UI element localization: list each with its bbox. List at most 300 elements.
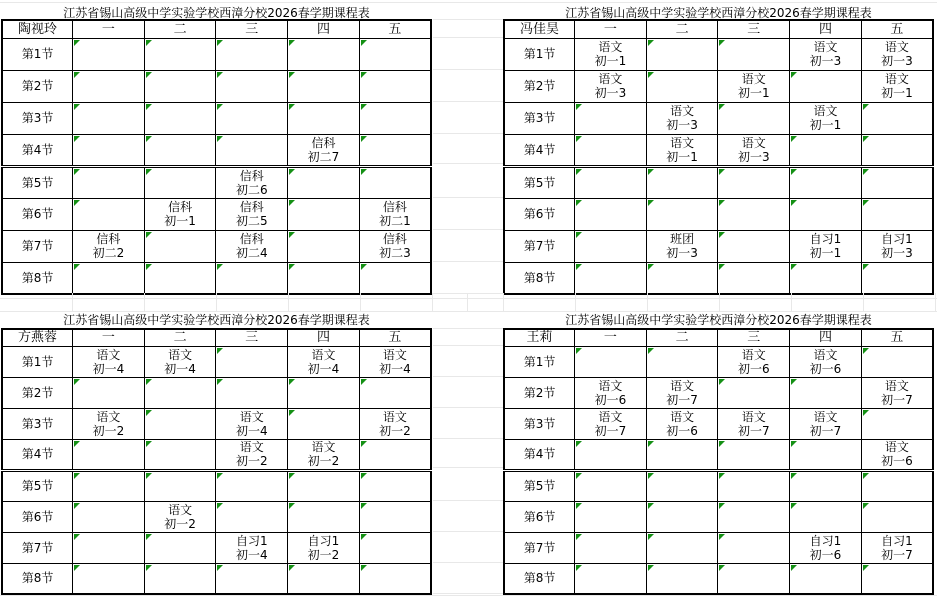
- period-label[interactable]: 第3节: [2, 408, 73, 439]
- error-indicator-icon: [576, 136, 582, 142]
- day-header-5[interactable]: 五: [861, 20, 933, 38]
- cell-subject: 语文: [598, 40, 623, 54]
- day-header-4[interactable]: 四: [288, 20, 360, 38]
- schedule-cell[interactable]: [575, 377, 647, 408]
- schedule-cell[interactable]: [216, 70, 288, 102]
- cell-class: 初一7: [594, 423, 627, 438]
- schedule-cell[interactable]: [718, 70, 790, 102]
- cell-class: 初一2: [92, 423, 125, 438]
- cell-subject: 语文: [96, 347, 121, 362]
- schedule-cell[interactable]: [718, 377, 790, 408]
- teacher-name-cell[interactable]: 王莉: [504, 329, 575, 346]
- period-label[interactable]: 第4节: [2, 439, 73, 470]
- period-label[interactable]: 第5节: [2, 166, 73, 198]
- schedule-cell[interactable]: [861, 563, 933, 594]
- error-indicator-icon: [791, 441, 797, 447]
- schedule-cell[interactable]: [144, 439, 216, 470]
- period-label[interactable]: 第7节: [504, 532, 575, 563]
- cell-subject: 语文: [382, 347, 407, 362]
- period-label[interactable]: 第7节: [504, 230, 575, 262]
- schedule-cell[interactable]: [73, 563, 145, 594]
- error-indicator-icon: [289, 200, 295, 206]
- schedule-cell[interactable]: [646, 470, 718, 501]
- schedule-cell[interactable]: [216, 134, 288, 166]
- schedule-cell[interactable]: [288, 377, 360, 408]
- schedule-cell[interactable]: [790, 102, 862, 134]
- error-indicator-icon: [791, 200, 797, 206]
- error-indicator-icon: [289, 264, 295, 270]
- schedule-cell[interactable]: [359, 470, 431, 501]
- schedule-cell[interactable]: [73, 38, 145, 70]
- cell-subject: 语文: [670, 409, 695, 424]
- schedule-cell[interactable]: [790, 134, 862, 166]
- schedule-cell[interactable]: [646, 563, 718, 594]
- cell-class: 初二2: [92, 246, 125, 260]
- schedule-cell[interactable]: [359, 70, 431, 102]
- day-header-2[interactable]: 二: [144, 329, 216, 346]
- schedule-cell[interactable]: [73, 377, 145, 408]
- day-header-3[interactable]: 三: [718, 20, 790, 38]
- schedule-cell[interactable]: [575, 230, 647, 262]
- error-indicator-icon: [791, 264, 797, 270]
- schedule-cell[interactable]: [359, 377, 431, 408]
- schedule-cell[interactable]: [718, 166, 790, 198]
- schedule-cell[interactable]: [144, 198, 216, 230]
- cell-class: 初一1: [666, 149, 698, 164]
- schedule-cell[interactable]: [216, 377, 288, 408]
- schedule-cell[interactable]: [73, 70, 145, 102]
- schedule-cell[interactable]: [359, 262, 431, 294]
- cell-class: 初一3: [809, 54, 842, 68]
- error-indicator-icon: [791, 473, 797, 479]
- period-label[interactable]: 第1节: [504, 38, 575, 70]
- period-label[interactable]: 第8节: [2, 563, 73, 594]
- schedule-cell[interactable]: [73, 346, 145, 377]
- gridline: [433, 407, 503, 408]
- schedule-cell[interactable]: [575, 408, 647, 439]
- cell-class: 初一4: [379, 361, 411, 376]
- cell-class: 初一3: [594, 86, 627, 100]
- gridline: [719, 293, 720, 311]
- error-indicator-icon: [289, 410, 295, 416]
- schedule-cell[interactable]: [288, 470, 360, 501]
- schedule-cell[interactable]: [216, 102, 288, 134]
- error-indicator-icon: [74, 264, 80, 270]
- period-label[interactable]: 第1节: [504, 346, 575, 377]
- schedule-cell[interactable]: [575, 70, 647, 102]
- schedule-cell[interactable]: [790, 230, 862, 262]
- day-header-3[interactable]: 三: [718, 329, 790, 346]
- schedule-cell[interactable]: [73, 198, 145, 230]
- schedule-cell[interactable]: [216, 346, 288, 377]
- gridline: [467, 293, 468, 311]
- schedule-cell[interactable]: [359, 532, 431, 563]
- schedule-cell[interactable]: [73, 166, 145, 198]
- schedule-cell[interactable]: [144, 166, 216, 198]
- error-indicator-icon: [361, 169, 367, 175]
- cell-class: 初一4: [235, 423, 268, 438]
- period-label[interactable]: 第4节: [504, 439, 575, 470]
- schedule-cell[interactable]: [861, 230, 933, 262]
- day-header-1[interactable]: 一: [73, 20, 145, 38]
- schedule-cell[interactable]: [288, 563, 360, 594]
- schedule-cell[interactable]: [861, 262, 933, 294]
- schedule-cell[interactable]: [144, 563, 216, 594]
- schedule-cell[interactable]: [288, 134, 360, 166]
- schedule-cell[interactable]: [646, 38, 718, 70]
- teacher-name-cell[interactable]: 方燕蓉: [2, 329, 73, 346]
- cell-subject: 语文: [670, 135, 695, 150]
- teacher-name-cell[interactable]: 陶视玲: [2, 20, 73, 38]
- period-label[interactable]: 第8节: [2, 262, 73, 294]
- day-header-1[interactable]: 一: [73, 329, 145, 346]
- error-indicator-icon: [217, 379, 223, 385]
- schedule-cell[interactable]: [718, 532, 790, 563]
- error-indicator-icon: [576, 534, 582, 540]
- schedule-cell[interactable]: [359, 563, 431, 594]
- schedule-cell[interactable]: [575, 134, 647, 166]
- gridline: [0, 311, 937, 312]
- schedule-cell[interactable]: [144, 134, 216, 166]
- cell-class: 初一2: [164, 516, 196, 531]
- schedule-cell[interactable]: [790, 408, 862, 439]
- day-header-2[interactable]: 二: [646, 20, 718, 38]
- error-indicator-icon: [361, 379, 367, 385]
- schedule-cell[interactable]: [646, 377, 718, 408]
- schedule-cell[interactable]: [646, 346, 718, 377]
- schedule-cell[interactable]: [861, 38, 933, 70]
- gridline: [433, 593, 503, 594]
- schedule-cell[interactable]: [575, 501, 647, 532]
- schedule-cell[interactable]: [861, 134, 933, 166]
- schedule-cell[interactable]: [216, 262, 288, 294]
- schedule-cell[interactable]: [790, 346, 862, 377]
- day-header-3[interactable]: 三: [216, 20, 288, 38]
- schedule-cell[interactable]: [718, 563, 790, 594]
- schedule-cell[interactable]: [288, 230, 360, 262]
- cell-class: 初一4: [235, 547, 268, 562]
- schedule-cell[interactable]: [861, 470, 933, 501]
- schedule-cell[interactable]: [790, 262, 862, 294]
- schedule-cell[interactable]: [646, 198, 718, 230]
- schedule-cell[interactable]: [718, 262, 790, 294]
- cell-class: 初一4: [164, 361, 196, 376]
- schedule-cell[interactable]: [861, 532, 933, 563]
- schedule-cell[interactable]: [646, 408, 718, 439]
- schedule-cell[interactable]: [144, 38, 216, 70]
- schedule-cell[interactable]: [861, 439, 933, 470]
- day-header-2[interactable]: 二: [144, 20, 216, 38]
- schedule-cell[interactable]: [646, 262, 718, 294]
- schedule-cell[interactable]: [288, 408, 360, 439]
- schedule-cell[interactable]: [646, 166, 718, 198]
- day-header-5[interactable]: 五: [861, 329, 933, 346]
- period-label[interactable]: 第6节: [2, 198, 73, 230]
- schedule-cell[interactable]: [718, 439, 790, 470]
- cell-subject: 语文: [239, 440, 264, 454]
- error-indicator-icon: [719, 565, 725, 571]
- cell-subject: 语文: [813, 40, 838, 54]
- schedule-cell[interactable]: [575, 102, 647, 134]
- error-indicator-icon: [791, 503, 797, 509]
- schedule-cell[interactable]: [718, 102, 790, 134]
- schedule-cell[interactable]: [790, 70, 862, 102]
- schedule-cell[interactable]: [718, 198, 790, 230]
- schedule-cell[interactable]: [646, 439, 718, 470]
- period-label[interactable]: 第3节: [504, 408, 575, 439]
- error-indicator-icon: [576, 264, 582, 270]
- error-indicator-icon: [146, 72, 152, 78]
- schedule-cell[interactable]: [861, 198, 933, 230]
- day-header-4[interactable]: 四: [790, 20, 862, 38]
- cell-subject: 语文: [884, 72, 909, 86]
- schedule-cell[interactable]: [575, 38, 647, 70]
- gridline: [433, 438, 503, 439]
- day-header-1[interactable]: 一: [575, 329, 647, 346]
- period-label[interactable]: 第6节: [504, 198, 575, 230]
- period-label[interactable]: 第2节: [504, 377, 575, 408]
- schedule-cell[interactable]: [575, 346, 647, 377]
- schedule-cell[interactable]: [144, 70, 216, 102]
- cell-class: 初一7: [881, 547, 913, 562]
- schedule-cell[interactable]: [646, 134, 718, 166]
- schedule-cell[interactable]: [575, 532, 647, 563]
- cell-class: 初一1: [881, 86, 913, 100]
- table-title: 江苏省锡山高级中学实验学校西漳分校2026春学期课程表: [63, 313, 370, 327]
- gridline: [433, 19, 503, 20]
- schedule-cell[interactable]: [359, 166, 431, 198]
- schedule-cell[interactable]: [646, 70, 718, 102]
- schedule-cell[interactable]: [73, 262, 145, 294]
- schedule-cell[interactable]: [790, 470, 862, 501]
- day-header-5[interactable]: 五: [359, 20, 431, 38]
- gridline: [433, 345, 503, 346]
- schedule-cell[interactable]: [359, 346, 431, 377]
- period-label[interactable]: 第1节: [2, 346, 73, 377]
- day-header-3[interactable]: 三: [216, 329, 288, 346]
- schedule-cell[interactable]: [790, 563, 862, 594]
- schedule-cell[interactable]: [216, 166, 288, 198]
- schedule-cell[interactable]: [144, 408, 216, 439]
- schedule-cell[interactable]: [861, 102, 933, 134]
- schedule-cell[interactable]: [288, 262, 360, 294]
- schedule-cell[interactable]: [718, 346, 790, 377]
- period-label[interactable]: 第7节: [2, 532, 73, 563]
- schedule-cell[interactable]: [288, 532, 360, 563]
- schedule-cell[interactable]: [144, 346, 216, 377]
- day-header-4[interactable]: 四: [288, 329, 360, 346]
- period-label[interactable]: 第8节: [504, 262, 575, 294]
- schedule-cell[interactable]: [790, 377, 862, 408]
- schedule-cell[interactable]: [73, 501, 145, 532]
- schedule-cell[interactable]: [73, 470, 145, 501]
- schedule-cell[interactable]: [359, 501, 431, 532]
- schedule-cell[interactable]: [861, 166, 933, 198]
- table-title: 江苏省锡山高级中学实验学校西漳分校2026春学期课程表: [63, 6, 370, 20]
- cell-subject: 语文: [598, 378, 623, 393]
- gridline: [144, 293, 145, 311]
- schedule-cell[interactable]: [288, 38, 360, 70]
- schedule-cell[interactable]: [575, 439, 647, 470]
- schedule-cell[interactable]: [861, 70, 933, 102]
- schedule-cell[interactable]: [790, 38, 862, 70]
- schedule-cell[interactable]: [718, 501, 790, 532]
- period-label[interactable]: 第2节: [2, 377, 73, 408]
- cell-class: 初一2: [235, 454, 268, 468]
- cell-class: 初一7: [737, 423, 770, 438]
- period-label[interactable]: 第6节: [504, 501, 575, 532]
- schedule-cell[interactable]: [861, 501, 933, 532]
- schedule-cell[interactable]: [144, 262, 216, 294]
- cell-class: 初一2: [307, 547, 340, 562]
- period-label[interactable]: 第5节: [504, 470, 575, 501]
- error-indicator-icon: [648, 441, 654, 447]
- schedule-cell[interactable]: [73, 102, 145, 134]
- schedule-cell[interactable]: [646, 532, 718, 563]
- error-indicator-icon: [74, 72, 80, 78]
- schedule-cell[interactable]: [216, 439, 288, 470]
- schedule-cell[interactable]: [216, 198, 288, 230]
- schedule-cell[interactable]: [861, 346, 933, 377]
- schedule-cell[interactable]: [288, 501, 360, 532]
- schedule-cell[interactable]: [790, 439, 862, 470]
- schedule-cell[interactable]: [359, 408, 431, 439]
- timetable-top-right: [503, 7, 934, 295]
- teacher-name-cell[interactable]: 冯佳昊: [504, 20, 575, 38]
- schedule-cell[interactable]: [73, 532, 145, 563]
- period-label[interactable]: 第2节: [504, 70, 575, 102]
- schedule-cell[interactable]: [144, 102, 216, 134]
- error-indicator-icon: [648, 503, 654, 509]
- cell-class: 初一1: [164, 214, 196, 228]
- schedule-cell[interactable]: [73, 439, 145, 470]
- schedule-cell[interactable]: [790, 501, 862, 532]
- schedule-cell[interactable]: [718, 38, 790, 70]
- error-indicator-icon: [361, 534, 367, 540]
- schedule-cell[interactable]: [144, 377, 216, 408]
- schedule-cell[interactable]: [288, 346, 360, 377]
- schedule-cell[interactable]: [216, 470, 288, 501]
- cell-subject: 信科: [382, 232, 407, 246]
- schedule-cell[interactable]: [861, 377, 933, 408]
- gridline: [503, 293, 504, 311]
- schedule-cell[interactable]: [575, 262, 647, 294]
- schedule-cell[interactable]: [718, 230, 790, 262]
- period-label[interactable]: 第1节: [2, 38, 73, 70]
- schedule-cell[interactable]: [359, 230, 431, 262]
- day-header-5[interactable]: 五: [359, 329, 431, 346]
- error-indicator-icon: [576, 169, 582, 175]
- schedule-cell[interactable]: [288, 198, 360, 230]
- cell-class: 初一6: [594, 392, 627, 407]
- error-indicator-icon: [863, 136, 869, 142]
- period-label[interactable]: 第4节: [2, 134, 73, 166]
- schedule-cell[interactable]: [575, 198, 647, 230]
- error-indicator-icon: [719, 534, 725, 540]
- schedule-cell[interactable]: [288, 70, 360, 102]
- period-label[interactable]: 第3节: [2, 102, 73, 134]
- cell-subject: 语文: [741, 135, 766, 150]
- schedule-cell[interactable]: [216, 408, 288, 439]
- error-indicator-icon: [146, 264, 152, 270]
- schedule-cell[interactable]: [646, 102, 718, 134]
- schedule-cell[interactable]: [359, 198, 431, 230]
- schedule-cell[interactable]: [575, 166, 647, 198]
- error-indicator-icon: [289, 473, 295, 479]
- period-label[interactable]: 第8节: [504, 563, 575, 594]
- schedule-cell[interactable]: [216, 38, 288, 70]
- schedule-cell[interactable]: [359, 134, 431, 166]
- cell-subject: 语文: [382, 409, 407, 424]
- error-indicator-icon: [289, 379, 295, 385]
- schedule-cell[interactable]: [144, 532, 216, 563]
- schedule-cell[interactable]: [216, 230, 288, 262]
- schedule-cell[interactable]: [288, 166, 360, 198]
- gridline: [433, 163, 503, 164]
- period-label[interactable]: 第7节: [2, 230, 73, 262]
- schedule-cell[interactable]: [216, 532, 288, 563]
- day-header-4[interactable]: 四: [790, 329, 862, 346]
- schedule-cell[interactable]: [144, 230, 216, 262]
- schedule-cell[interactable]: [144, 470, 216, 501]
- schedule-cell[interactable]: [359, 38, 431, 70]
- schedule-cell[interactable]: [288, 439, 360, 470]
- schedule-cell[interactable]: [718, 408, 790, 439]
- schedule-cell[interactable]: [718, 470, 790, 501]
- period-label[interactable]: 第6节: [2, 501, 73, 532]
- schedule-cell[interactable]: [359, 439, 431, 470]
- schedule-cell[interactable]: [790, 532, 862, 563]
- schedule-cell[interactable]: [73, 408, 145, 439]
- schedule-cell[interactable]: [216, 563, 288, 594]
- period-label[interactable]: 第2节: [2, 70, 73, 102]
- period-label[interactable]: 第3节: [504, 102, 575, 134]
- gridline: [433, 197, 503, 198]
- cell-class: 初一1: [809, 118, 842, 132]
- error-indicator-icon: [217, 40, 223, 46]
- schedule-cell[interactable]: [73, 230, 145, 262]
- schedule-cell[interactable]: [73, 134, 145, 166]
- error-indicator-icon: [217, 264, 223, 270]
- schedule-cell[interactable]: [359, 102, 431, 134]
- schedule-cell[interactable]: [790, 166, 862, 198]
- schedule-cell[interactable]: [575, 470, 647, 501]
- schedule-cell[interactable]: [646, 230, 718, 262]
- period-label[interactable]: 第4节: [504, 134, 575, 166]
- cell-class: 初一3: [666, 246, 698, 260]
- schedule-cell[interactable]: [575, 563, 647, 594]
- schedule-cell[interactable]: [718, 134, 790, 166]
- cell-class: 初一6: [881, 454, 913, 468]
- schedule-cell[interactable]: [144, 501, 216, 532]
- schedule-cell[interactable]: [790, 198, 862, 230]
- error-indicator-icon: [146, 232, 152, 238]
- cell-subject: 语文: [813, 104, 838, 118]
- day-header-2[interactable]: 二: [646, 329, 718, 346]
- cell-class: 初一1: [594, 54, 627, 68]
- period-label[interactable]: 第5节: [2, 470, 73, 501]
- schedule-cell[interactable]: [216, 501, 288, 532]
- cell-subject: 语文: [813, 409, 838, 424]
- day-header-1[interactable]: 一: [575, 20, 647, 38]
- schedule-cell[interactable]: [861, 408, 933, 439]
- error-indicator-icon: [863, 169, 869, 175]
- period-label[interactable]: 第5节: [504, 166, 575, 198]
- error-indicator-icon: [217, 104, 223, 110]
- error-indicator-icon: [719, 40, 725, 46]
- schedule-cell[interactable]: [288, 102, 360, 134]
- schedule-cell[interactable]: [646, 501, 718, 532]
